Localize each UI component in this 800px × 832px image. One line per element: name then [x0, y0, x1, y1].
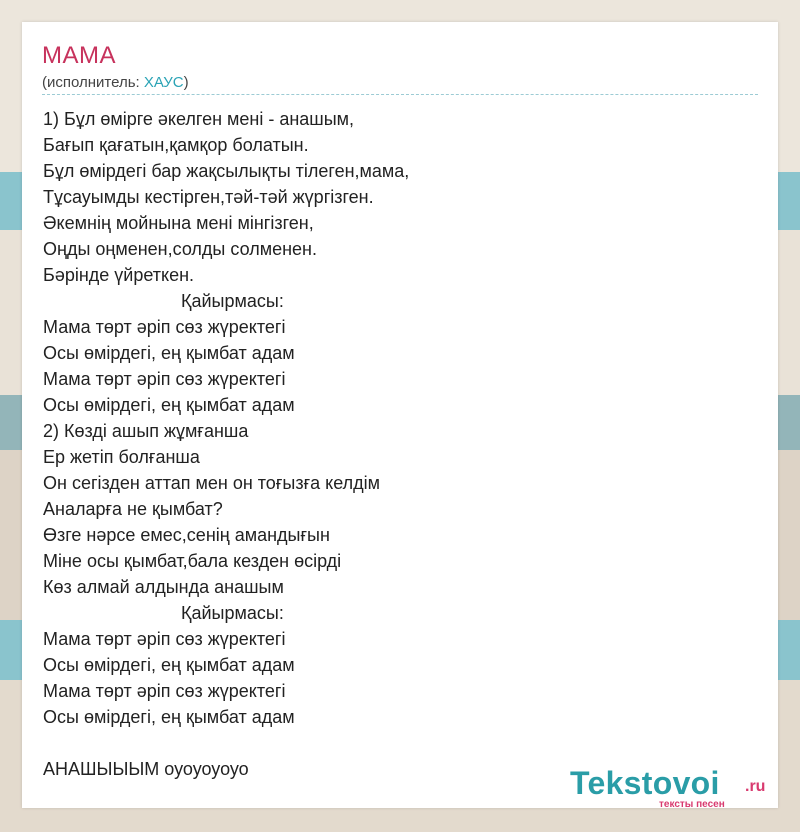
lyric-line: Оңды оңменен,солды солменен. [43, 239, 317, 259]
lyric-line: Осы өмірдегі, ең қымбат адам [43, 655, 295, 675]
lyric-line: Әкемнің мойнына мені мінгізген, [43, 213, 314, 233]
lyric-line: Осы өмірдегі, ең қымбат адам [43, 343, 295, 363]
lyrics-text [43, 106, 753, 782]
chorus-label: Қайырмасы: [181, 291, 284, 311]
logo-wordmark: Tekstovoi [570, 765, 720, 801]
lyric-line: Өзге нәрсе емес,сенің амандығын [43, 525, 330, 545]
lyric-line: Осы өмірдегі, ең қымбат адам [43, 707, 295, 727]
chorus-label: Қайырмасы: [181, 603, 284, 623]
lyric-line: 2) Көзді ашып жұмғанша [43, 421, 249, 441]
lyric-line: Аналарға не қымбат? [43, 499, 223, 519]
lyric-line: Мама төрт әріп сөз жүректегі [43, 629, 286, 649]
lyric-line: Мама төрт әріп сөз жүректегі [43, 369, 286, 389]
lyric-line: Бағып қағатын,қамқор болатын. [43, 135, 309, 155]
lyric-line: 1) Бұл өмірге әкелген мені - анашым, [43, 109, 355, 129]
artist-suffix: ) [183, 74, 189, 91]
artist-link[interactable]: ХАУС [143, 74, 184, 91]
lyric-line: Тұсауымды кестірген,тәй-тәй жүргізген. [43, 187, 374, 207]
lyric-line: Ер жетіп болғанша [43, 447, 200, 467]
lyric-line: Міне осы қымбат,бала кезден өсірді [43, 551, 342, 571]
artist-prefix: (исполнитель: [42, 74, 144, 91]
artist-line [42, 74, 189, 91]
lyric-line: АНАШЫЫЫМ оуоуоуоуо [43, 759, 249, 779]
lyric-line: Бәрінде үйреткен. [43, 265, 195, 285]
lyric-line: Осы өмірдегі, ең қымбат адам [43, 395, 295, 415]
lyrics-card [22, 22, 778, 808]
lyric-line: Он сегізден аттап мен он тоғызға келдім [43, 473, 381, 493]
site-logo[interactable] [570, 765, 780, 811]
lyric-line: Көз алмай алдында анашым [43, 577, 284, 597]
title-divider [42, 94, 758, 95]
song-title: МАМА [42, 42, 116, 69]
logo-tld: .ru [745, 778, 766, 795]
lyric-line: Мама төрт әріп сөз жүректегі [43, 681, 286, 701]
logo-subtitle: тексты песен [659, 799, 725, 810]
lyric-line: Мама төрт әріп сөз жүректегі [43, 317, 286, 337]
lyric-gap [43, 730, 753, 756]
lyric-line: Бұл өмірдегі бар жақсылықты тілеген,мама, [43, 161, 410, 181]
